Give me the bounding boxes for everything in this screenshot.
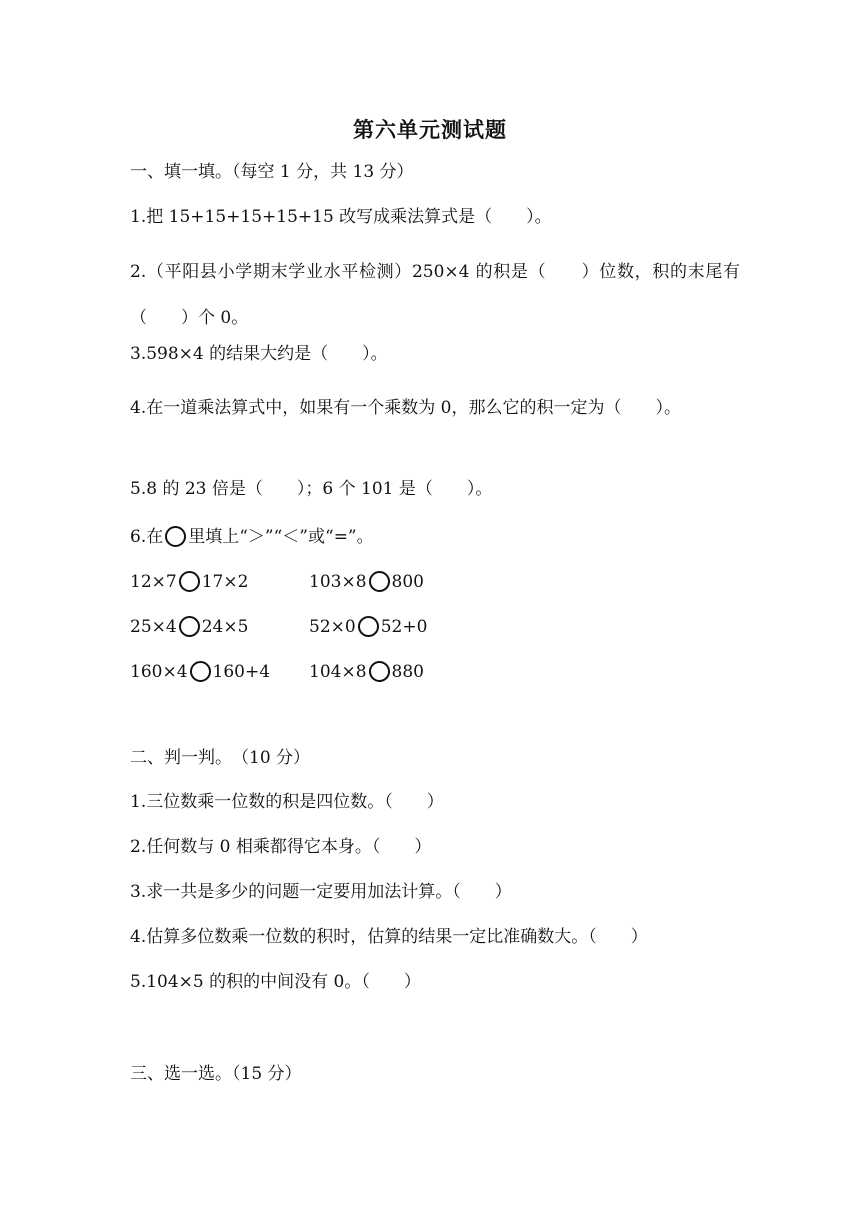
comparison-left: 160×4 [130, 662, 188, 682]
comparison-right: 160+4 [212, 662, 271, 682]
comparison-left: 104×8 [309, 662, 367, 682]
section3-heading: 三、选一选。（15 分） [130, 1064, 302, 1084]
comparison-circle[interactable] [358, 616, 379, 637]
comparison-circle[interactable] [179, 616, 200, 637]
comparison-left: 25×4 [130, 617, 177, 637]
section2-question-2: 2.任何数与 0 相乘都得它本身。（ ） [130, 837, 432, 857]
section1-question-6 [130, 524, 740, 550]
section1-question-4: 4.在一道乘法算式中，如果有一个乘数为 0，那么它的积一定为（ ）。 [130, 398, 681, 418]
section2-heading: 二、判一判。 （10 分） [130, 748, 311, 768]
comparison-right: 880 [391, 662, 424, 682]
page-title: 第六单元测试题 [353, 117, 507, 142]
section1-question-3: 3.598×4 的结果大约是（ ）。 [130, 344, 388, 364]
comparison-right: 52+0 [380, 617, 428, 637]
section1-heading: 一、填一填。（每空 1 分，共 13 分） [130, 162, 414, 182]
section1-question-2: 2.（平阳县小学期末学业水平检测）250×4 的积是（ ）位数，积的末尾有（ ）个 0。 [130, 262, 740, 328]
circle-icon [165, 526, 186, 547]
comparison-circle[interactable] [369, 571, 390, 592]
section2-question-5: 5.104×5 的积的中间没有 0。（ ） [130, 972, 421, 992]
comparison-item [309, 569, 424, 595]
section2-question-3: 3.求一共是多少的问题一定要用加法计算。（ ） [130, 882, 512, 902]
comparison-left: 52×0 [309, 617, 356, 637]
comparison-left: 12×7 [130, 572, 177, 592]
comparison-circle[interactable] [369, 661, 390, 682]
section1-question-1: 1.把 15+15+15+15+15 改写成乘法算式是（ ）。 [130, 207, 552, 227]
comparison-item [309, 614, 427, 640]
comparison-item [130, 614, 248, 640]
comparison-item [309, 659, 424, 685]
question-6-prefix: 6.在 [130, 527, 164, 547]
section2-question-4: 4.估算多位数乘一位数的积时，估算的结果一定比准确数大。（ ） [130, 927, 648, 947]
comparison-left: 103×8 [309, 572, 367, 592]
comparison-right: 24×5 [201, 617, 249, 637]
comparison-right: 17×2 [201, 572, 249, 592]
comparison-circle[interactable] [179, 571, 200, 592]
question-6-suffix: 里填上“＞”“＜”或“=”。 [188, 527, 374, 547]
comparison-circle[interactable] [190, 661, 211, 682]
section2-question-1: 1.三位数乘一位数的积是四位数。（ ） [130, 792, 444, 812]
section1-question-5: 5.8 的 23 倍是（ ）；6 个 101 是（ ）。 [130, 479, 493, 499]
comparison-item [130, 569, 248, 595]
comparison-right: 800 [391, 572, 424, 592]
comparison-item [130, 659, 270, 685]
